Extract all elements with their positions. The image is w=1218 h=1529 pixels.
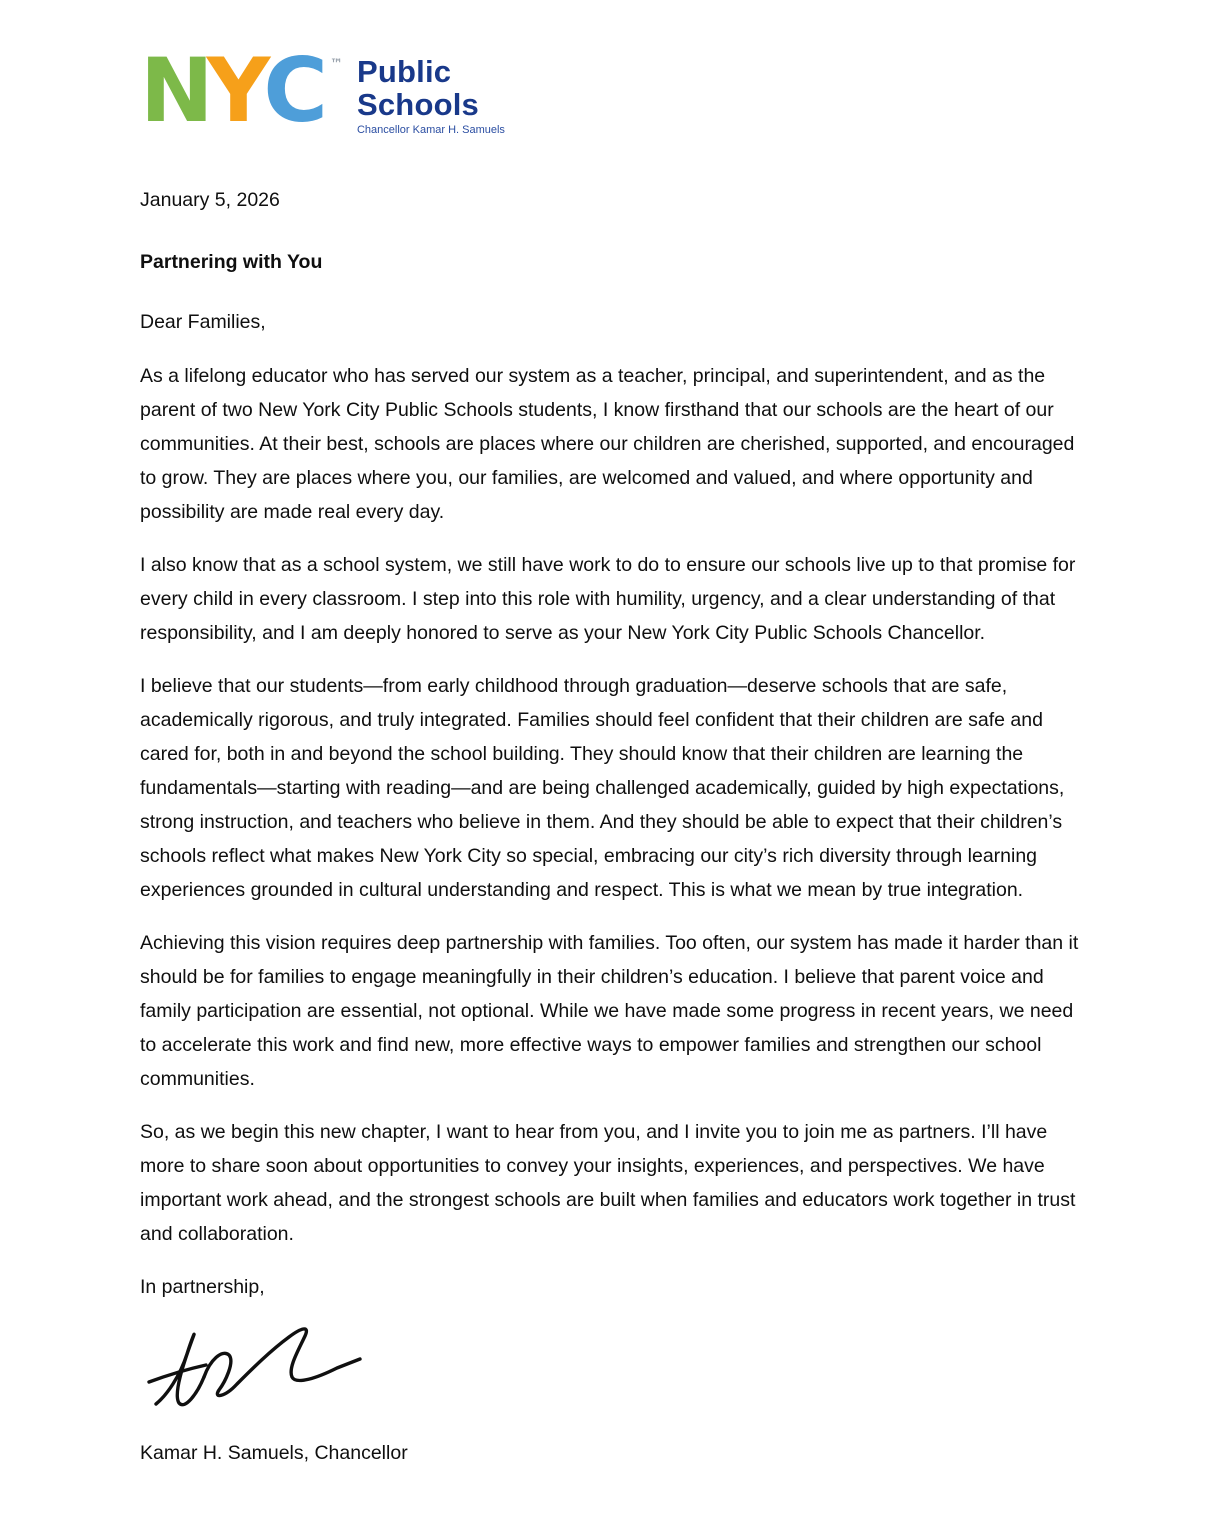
trademark-symbol: ™ <box>329 57 343 72</box>
letter-paragraph: Achieving this vision requires deep partnership with families. Too often, our system has made it harder than it should be for families to engage meaningfully in their children’s education. I believe that parent voice and family participation are essential, not optional. While we have made some progress in recent years, we need to accelerate this work and find new, more effective ways to empower families and strengthen our school communities. <box>140 932 1079 1090</box>
letter-salutation: Dear Families, <box>140 311 266 333</box>
handwritten-signature <box>140 1314 1082 1422</box>
signatory-name: Kamar H. Samuels, Chancellor <box>140 1442 408 1464</box>
logo-letter-n: N <box>140 39 207 142</box>
letter-subject: Partnering with You <box>140 251 323 273</box>
nyc-public-schools-logo <box>140 39 1082 142</box>
logo-title-public: Public <box>356 54 452 89</box>
logo-chancellor-subtitle: Chancellor Kamar H. Samuels <box>356 124 505 136</box>
nyc-logo-letters <box>140 39 343 142</box>
letter-paragraph: I also know that as a school system, we still have work to do to ensure our schools live up to that promise for every child in every classroom. I step into this role with humility, urgency, and a clear understanding of that responsibility, and I am deeply honored to serve as your New York City Public Schools Chancellor. <box>140 554 1076 644</box>
letter-date: January 5, 2026 <box>140 189 280 211</box>
letter-paragraph: So, as we begin this new chapter, I want to hear from you, and I invite you to join me as partners. I’ll have more to share soon about opportunities to convey your insights, experiences, and perspectives. We have important work ahead, and the strongest schools are built when families and educators work together in trust and collaboration. <box>140 1121 1076 1245</box>
letter-paragraph: As a lifelong educator who has served our system as a teacher, principal, and superintendent, and as the parent of two New York City Public Schools students, I know firsthand that our schools are the heart of our communities. At their best, schools are places where our children are cherished, supported, and encouraged to grow. They are places where you, our families, are welcomed and valued, and where opportunity and possibility are made real every day. <box>140 365 1075 523</box>
letter-closing: In partnership, <box>140 1276 265 1298</box>
logo-title-schools: Schools <box>356 87 479 122</box>
signature-image <box>140 1316 372 1420</box>
logo-letter-c: C <box>263 39 321 142</box>
letter-body <box>140 183 1082 1470</box>
letter-paragraph: I believe that our students—from early childhood through graduation—deserve schools that are safe, academically rigorous, and truly integrated. Families should feel confident that their children are safe and cared for, both in and beyond the school building. They should know that their children are learning the fundamentals—starting with reading—and are being challenged academically, guided by high expectations, strong instruction, and teachers who believe in them. And they should be able to expect that their children’s schools reflect what makes New York City so special, embracing our city’s rich diversity through learning experiences grounded in cultural understanding and respect. This is what we mean by true integration. <box>140 675 1065 901</box>
logo-letter-y: Y <box>206 39 264 142</box>
logo-wordmark <box>357 52 505 137</box>
